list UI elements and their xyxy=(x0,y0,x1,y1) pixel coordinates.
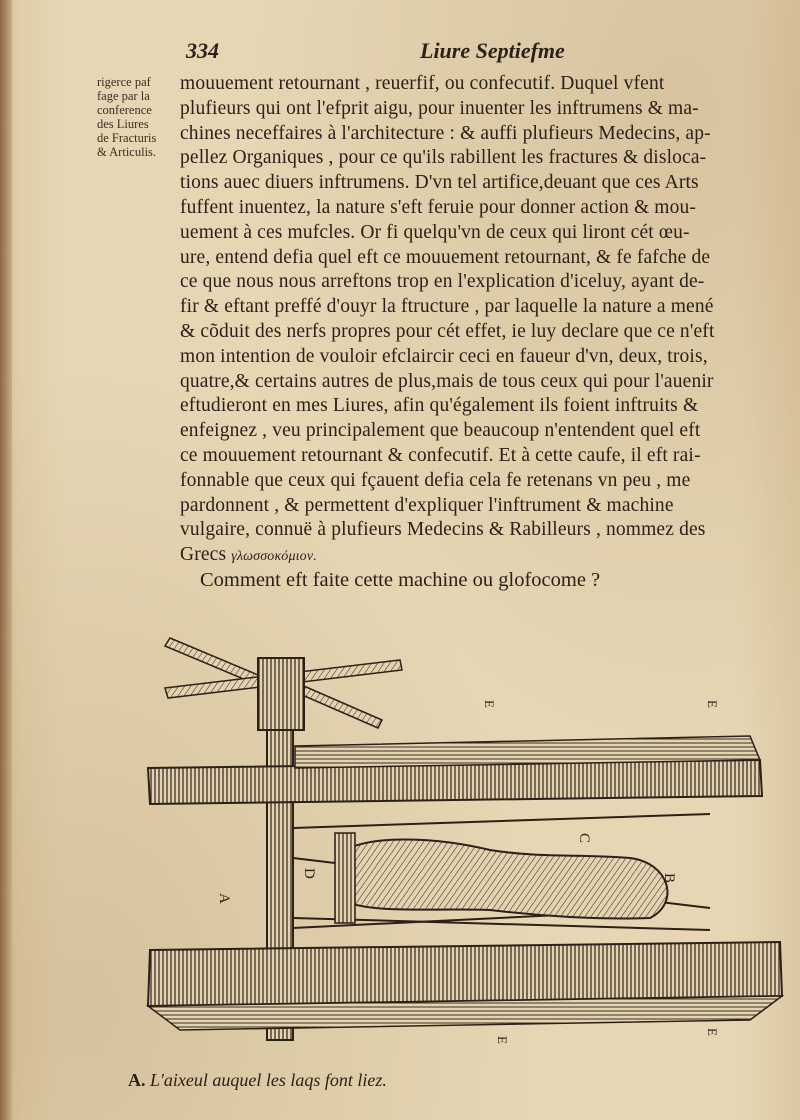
label-c: C xyxy=(576,833,592,844)
lower-board xyxy=(148,942,782,1006)
last-line-word: Grecs xyxy=(180,544,227,566)
label-e3: E xyxy=(495,1036,510,1044)
text-line: chines neceffaires à l'architecture : & auffi plufieurs Medecins, ap- xyxy=(180,122,711,144)
section-question: Comment eft faite cette machine ou glofocome ? xyxy=(200,569,601,591)
text-line: fonnable que ceux qui fçauent defia cela fe retenans vn peu , me xyxy=(180,469,691,491)
label-e1: E xyxy=(482,700,497,708)
text-line: ce que nous nous arreftons trop en l'explication d'iceluy, ayant de- xyxy=(180,271,705,293)
margin-note-line: rigerce paf xyxy=(97,75,151,89)
margin-note xyxy=(97,75,183,159)
margin-note-line: de Fracturis xyxy=(97,131,157,145)
caption-text: L'aixeul auquel les laqs font liez. xyxy=(150,1070,387,1090)
text-line: eftudieront en mes Liures, afin qu'également ils foient inftruits & xyxy=(180,395,699,417)
limb xyxy=(340,839,667,918)
label-e4: E xyxy=(705,1028,720,1036)
page-number: 334 xyxy=(186,38,219,63)
text-line: fir & eftant preffé d'ouyr la ftructure , par laquelle la nature a mené xyxy=(180,296,714,318)
label-d: D xyxy=(301,868,317,879)
text-line: quatre,& certains autres de plus,mais de tous ceux qui pour l'auenir xyxy=(180,370,714,392)
label-b: B xyxy=(661,873,677,884)
windlass-handle xyxy=(165,638,402,730)
text-line: pardonnent , & permettent d'expliquer l'inftrument & machine xyxy=(180,494,674,516)
text-line: enfeignez , veu principalement que beaucoup n'entendent quel eft xyxy=(180,420,701,442)
text-line: mouuement retournant , reuerfif, ou confecutif. Duquel vfent xyxy=(180,73,665,94)
text-line: ure, entend defia quel eft ce mouuement retournant, & fe fafche de xyxy=(180,246,711,268)
margin-note-line: fage par la xyxy=(97,89,150,103)
running-title: Liure Septiefme xyxy=(420,38,565,63)
figure-caption xyxy=(128,1070,387,1091)
text-line: ce mouuement retournant & confecutif. Et à cette caufe, il eft rai- xyxy=(180,444,701,466)
page-binding-edge xyxy=(0,0,12,1120)
text-line: & cõduit des nerfs propres pour cét effet, ie luy declare que ce n'eft xyxy=(180,320,715,342)
body-text xyxy=(180,72,792,568)
text-line: fuffent inuentez, la nature s'eft feruie pour donner action & mou- xyxy=(180,196,697,218)
text-line: uement à ces mufcles. Or fi quelqu'vn de ceux qui liront cét œu- xyxy=(180,221,690,243)
text-line: pellez Organiques , pour ce qu'ils rabillent les fractures & disloca- xyxy=(180,147,707,169)
margin-note-line: conference xyxy=(97,103,152,117)
greek-term: γλωσσοκόμιον. xyxy=(231,549,317,565)
upper-board xyxy=(148,760,762,804)
glossocomium-woodcut xyxy=(110,618,790,1063)
text-line-last xyxy=(180,543,792,568)
label-e2: E xyxy=(705,700,720,708)
text-line: plufieurs qui ont l'efprit aigu, pour inuenter les inftrumens & ma- xyxy=(180,97,699,119)
text-line: vulgaire, connuë à plufieurs Medecins & Rabilleurs , nommez des xyxy=(180,519,706,541)
text-line: tions auec diuers inftrumens. D'vn tel artifice,deuant que ces Arts xyxy=(180,172,699,194)
label-a: A xyxy=(216,893,232,904)
margin-note-line: & Articulis. xyxy=(97,145,157,159)
text-line: mon intention de vouloir efclaircir ceci en faueur d'vn, deux, trois, xyxy=(180,345,708,367)
page-header xyxy=(0,38,800,68)
caption-letter: A. xyxy=(128,1070,146,1090)
margin-note-line: des Liures xyxy=(97,117,149,131)
